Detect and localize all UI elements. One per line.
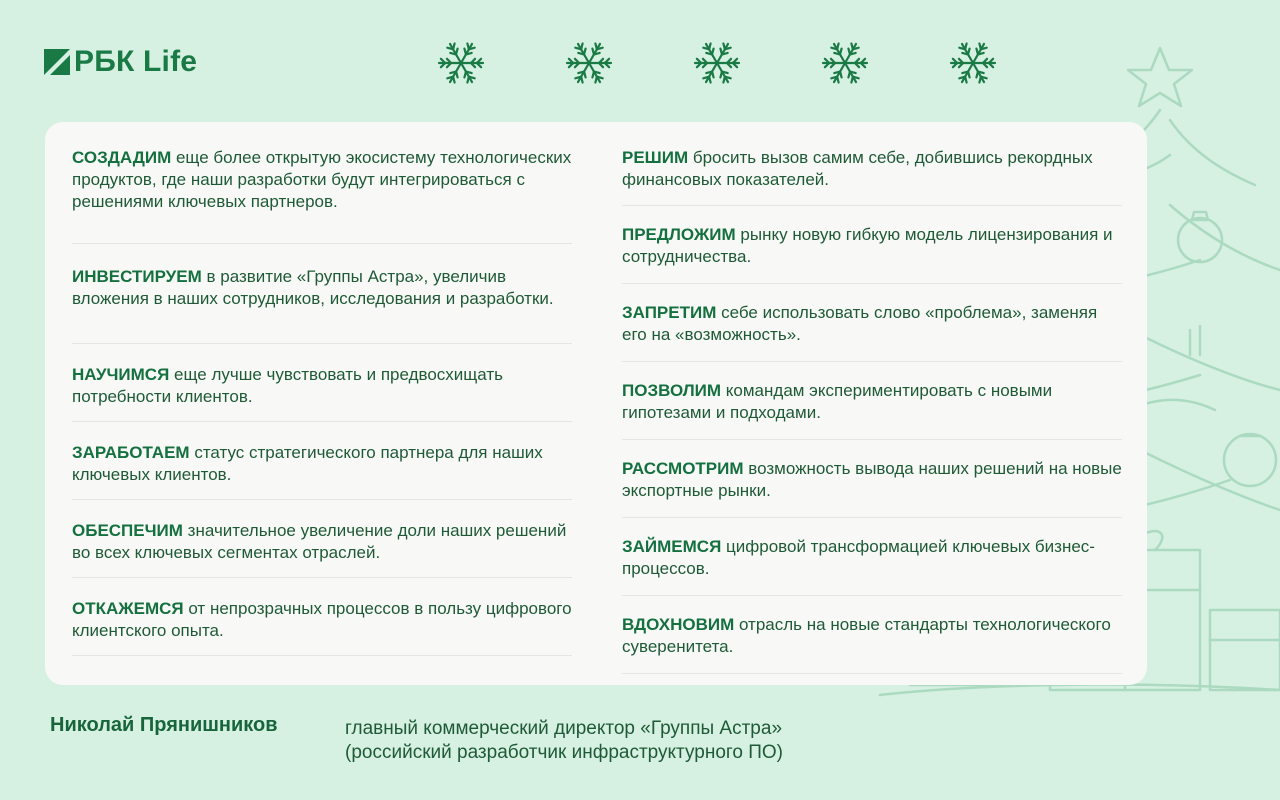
resolution-keyword: ПРЕДЛОЖИМ [622, 225, 736, 244]
resolution-text: значительное увеличение доли наших решений во всех ключевых сегментах отраслей. [72, 521, 567, 562]
resolution-item [622, 362, 1122, 440]
resolution-text: себе использовать слово «проблема», заменяя его на «возможность». [622, 303, 1098, 344]
resolution-item [622, 144, 1122, 206]
resolution-keyword: ОТКАЖЕМСЯ [72, 599, 184, 618]
resolution-keyword: РЕШИМ [622, 148, 689, 167]
resolution-keyword: РАССМОТРИМ [622, 459, 744, 478]
resolution-item [622, 440, 1122, 518]
resolution-keyword: НАУЧИМСЯ [72, 365, 170, 384]
resolution-keyword: ОБЕСПЕЧИМ [72, 521, 183, 540]
resolution-text: бросить вызов самим себе, добившись рекордных финансовых показателей. [622, 148, 1093, 189]
resolution-item [72, 500, 572, 578]
resolution-keyword: ВДОХНОВИМ [622, 615, 735, 634]
resolution-item [72, 344, 572, 422]
resolution-text: от непрозрачных процессов в пользу цифрового клиентского опыта. [72, 599, 572, 640]
resolution-item [622, 596, 1122, 674]
snowflake-icon [434, 36, 488, 90]
snowflake-icon [690, 36, 744, 90]
author-name: Николай Прянишников [50, 714, 278, 736]
resolution-item [622, 518, 1122, 596]
resolution-text: цифровой трансформацией ключевых бизнес-процессов. [622, 537, 1095, 578]
resolution-text: возможность вывода наших решений на новые экспортные рынки. [622, 459, 1122, 500]
author-title-line: (российский разработчик инфраструктурного ПО) [345, 742, 784, 763]
resolution-keyword: ИНВЕСТИРУЕМ [72, 267, 202, 286]
resolution-text: еще более открытую экосистему технологических продуктов, где наши разработки будут интегрироваться с решениями ключевых партнеров. [72, 148, 572, 211]
resolution-text: командам экспериментировать с новыми гипотезами и подходами. [622, 381, 1053, 422]
resolution-text: рынку новую гибкую модель лицензирования и сотрудничества. [622, 225, 1113, 266]
resolution-item [72, 422, 572, 500]
resolution-keyword: СОЗДАДИМ [72, 148, 172, 167]
resolution-text: отрасль на новые стандарты технологического суверенитета. [622, 615, 1111, 656]
resolution-text: статус стратегического партнера для наших ключевых клиентов. [72, 443, 543, 484]
resolution-item [622, 284, 1122, 362]
brand-name: РБК Life [74, 45, 198, 78]
snowflake-icon [818, 36, 872, 90]
resolution-keyword: ЗАПРЕТИМ [622, 303, 717, 322]
resolution-text: в развитие «Группы Астра», увеличив вложения в наших сотрудников, исследования и разработки. [72, 267, 554, 308]
resolutions-right-column [622, 144, 1122, 674]
resolution-keyword: ЗАРАБОТАЕМ [72, 443, 190, 462]
resolution-text: еще лучше чувствовать и предвосхищать потребности клиентов. [72, 365, 504, 406]
resolution-keyword: ПОЗВОЛИМ [622, 381, 722, 400]
resolution-keyword: ЗАЙМЕМСЯ [622, 537, 722, 556]
snowflake-icon [562, 36, 616, 90]
author-title [345, 717, 783, 765]
resolution-item [622, 206, 1122, 284]
resolutions-left-column [72, 144, 572, 656]
resolutions-card [45, 122, 1147, 685]
resolution-item [72, 144, 572, 244]
resolution-item [72, 578, 572, 656]
author-title-line: главный коммерческий директор «Группы Астра» [345, 718, 783, 739]
resolution-item [72, 244, 572, 344]
